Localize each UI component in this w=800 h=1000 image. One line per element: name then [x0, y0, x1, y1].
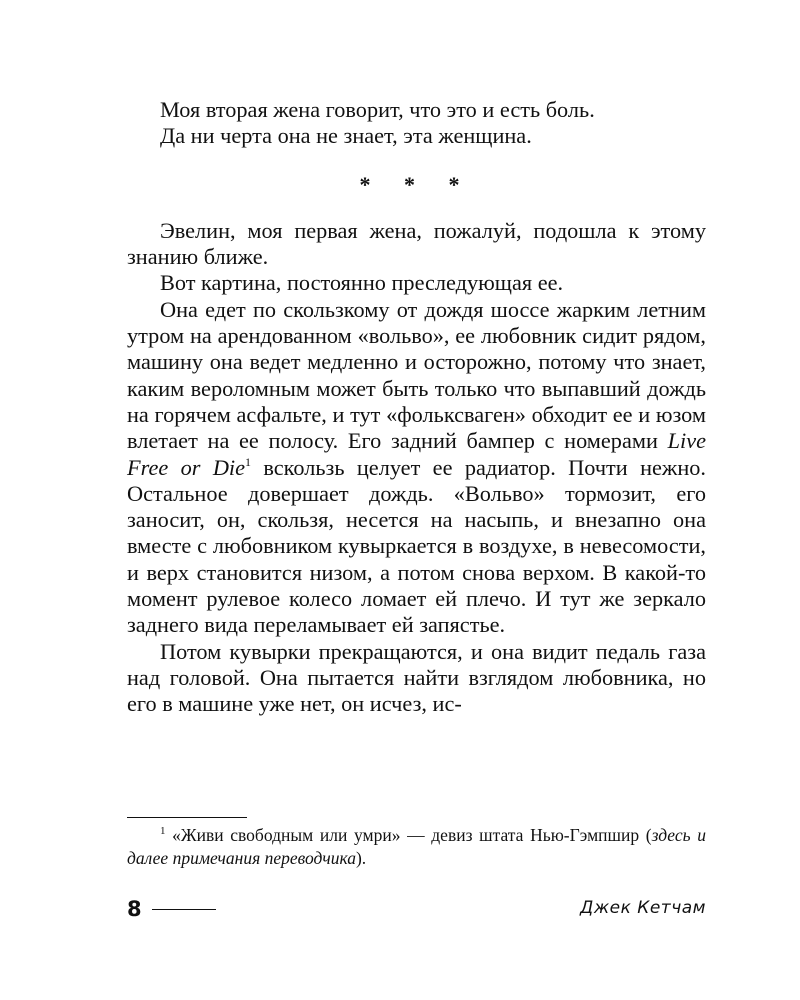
license-plate-motto: Live Free or Die: [127, 428, 706, 480]
paragraph-3: Эвелин, моя первая жена, пожалуй, подошла к этому знанию ближе.: [127, 217, 706, 270]
paragraph-5-start: Она едет по скользкому от дождя шоссе жарким летним утром на арендованном «вольво», ее любовник сидит рядом, машину она ведет медленно и осторожно, потому что знает, каким вероломным может быть только что выпавший дождь на горячем асфальте, и тут «фольксваген» обходит ее и юзом влетает на ее полосу. Его задний бампер с номерами: [127, 296, 706, 454]
paragraph-5-end: вскользь целует ее радиатор. Почти нежно. Остальное довершает дождь. «Вольво» тормозит, его заносит, он, скользя, несется на насыпь, и внезапно она вместе с любовником кувыркается в воздухе, в невесомости, и верх становится низом, а потом снова верхом. В какой-то момент рулевое колесо ломает ей плечо. И тут же зеркало заднего вида переламывает ей запястье.: [127, 454, 706, 638]
main-text: [127, 97, 706, 718]
page-number: 8: [127, 897, 142, 921]
footnote-end: ).: [355, 848, 367, 868]
footnote-text: «Живи свободным или умри» — девиз штата Нью-Гэмпшир (: [165, 825, 652, 845]
paragraph-4: Вот картина, постоянно преследующая ее.: [160, 270, 564, 296]
paragraph-6: Потом кувырки прекращаются, и она видит педаль газа над головой. Она пытается найти взглядом любовника, но его в машине уже нет, он исчез, ис-: [127, 638, 706, 717]
section-separator: * * *: [359, 171, 474, 197]
footnote-marker: 1: [160, 825, 166, 837]
paragraph-2: Да ни черта она не знает, эта женщина.: [160, 123, 532, 149]
footnote-reference[interactable]: 1: [245, 454, 252, 469]
running-head-author: Джек Кетчам: [580, 898, 706, 918]
page-number-rule: [152, 909, 216, 910]
footnote-translator-note: здесь и далее примечания переводчика: [127, 825, 706, 868]
footnote: [127, 824, 706, 870]
footnote-divider: [127, 817, 247, 818]
paragraph-5: [127, 297, 706, 639]
paragraph-1: Моя вторая жена говорит, что это и есть боль.: [160, 97, 595, 122]
